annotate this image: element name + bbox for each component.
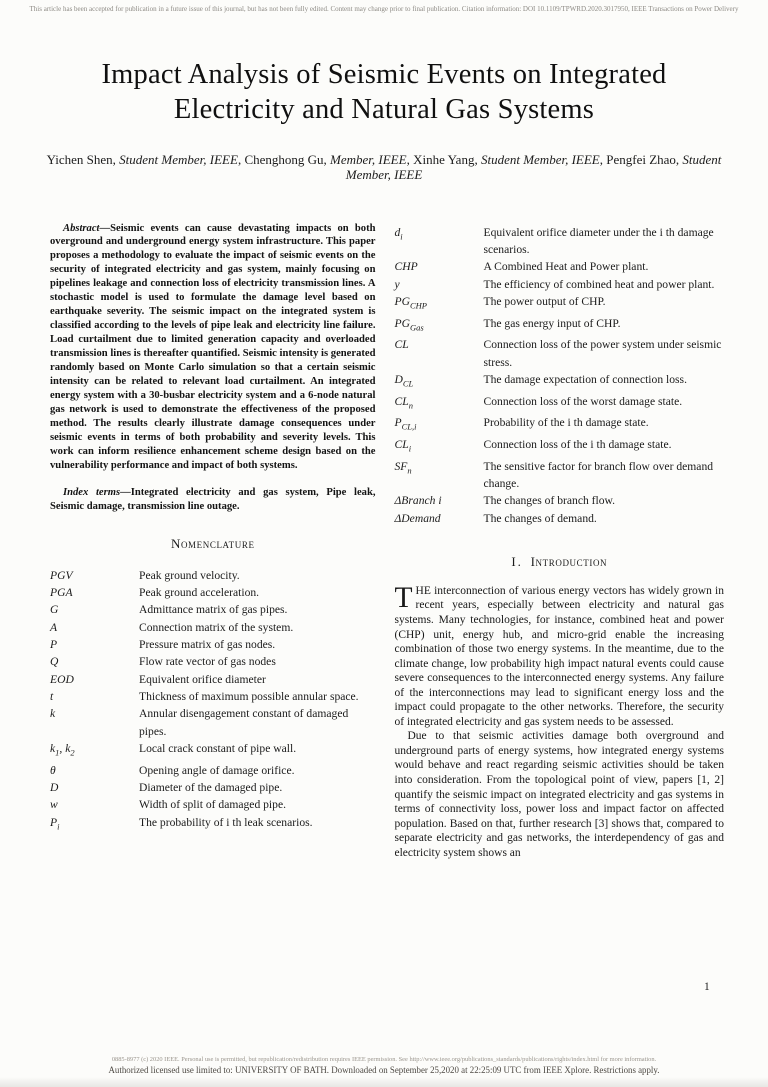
- nomenclature-row: [395, 393, 725, 415]
- nomenclature-definition: Width of split of damaged pipe.: [139, 798, 286, 812]
- right-column: [395, 222, 725, 861]
- two-column-body: [0, 222, 768, 861]
- author-line: Yichen Shen, Student Member, IEEE, Chenghong Gu, Member, IEEE, Xinhe Yang, Student Member, IEEE, Pengfei Zhao, Student Member, IEEE: [46, 151, 722, 182]
- nomenclature-symbol: Q: [50, 655, 59, 669]
- nomenclature-symbol: PGV: [50, 568, 73, 582]
- nomenclature-row: [50, 796, 376, 813]
- nomenclature-row: [50, 688, 376, 705]
- author-role: Student Member, IEEE: [345, 151, 722, 182]
- nomenclature-definition: Diameter of the damaged pipe.: [139, 781, 283, 794]
- nomenclature-definition: The efficiency of combined heat and power plant.: [483, 277, 715, 291]
- nomenclature-row: [50, 567, 376, 584]
- nomenclature-definition: The sensitive factor for branch flow over demand change.: [483, 459, 714, 490]
- nomenclature-definition: The power output of CHP.: [483, 294, 606, 308]
- author-name: Pengfei Zhao: [606, 151, 676, 167]
- nomenclature-row: [395, 436, 725, 458]
- author-name: Chenghong Gu: [244, 151, 324, 167]
- author-role: Student Member, IEEE: [480, 151, 600, 167]
- nomenclature-definition: Peak ground velocity.: [139, 568, 240, 582]
- nomenclature-definition: The damage expectation of connection loss.: [483, 372, 687, 386]
- nomenclature-definition: The changes of demand.: [483, 511, 597, 525]
- nomenclature-list-left: [50, 567, 376, 836]
- nomenclature-definition: Connection loss of the i th damage state.: [483, 437, 672, 451]
- section-heading-introduction: [395, 554, 725, 570]
- nomenclature-row: [395, 276, 725, 293]
- section-number: I.: [511, 553, 523, 569]
- nomenclature-symbol: P: [50, 637, 58, 651]
- nomenclature-row: [395, 336, 725, 371]
- nomenclature-definition: The changes of branch flow.: [483, 494, 616, 508]
- nomenclature-symbol: CL: [394, 338, 409, 352]
- nomenclature-row: [50, 584, 376, 601]
- nomenclature-row: [395, 258, 725, 275]
- nomenclature-row: [50, 740, 376, 762]
- nomenclature-symbol: $PG_{Gas}$: [394, 316, 424, 332]
- author-name: Xinhe Yang: [413, 151, 475, 167]
- nomenclature-definition: Local crack constant of pipe wall.: [139, 742, 297, 755]
- nomenclature-row: [50, 636, 376, 653]
- nomenclature-definition: Flow rate vector of gas nodes: [139, 655, 276, 669]
- nomenclature-definition: Peak ground acceleration.: [139, 585, 260, 599]
- author-role: Student Member, IEEE: [119, 151, 238, 167]
- nomenclature-row: [395, 458, 725, 493]
- index-terms-dash: —: [120, 486, 131, 498]
- nomenclature-definition: The probability of i th leak scenarios.: [139, 815, 313, 829]
- drop-cap: T: [394, 581, 413, 614]
- index-terms-label: Index terms: [63, 486, 121, 498]
- nomenclature-symbol: $k_1$, $k_2$: [50, 742, 75, 758]
- index-terms-paragraph: [50, 486, 376, 514]
- license-notice: Authorized licensed use limited to: UNIVERSITY OF BATH. Downloaded on September 25,2020 at 22:25:09 UTC from IEEE Xplore. Restrictions apply.: [108, 1065, 660, 1075]
- nomenclature-symbol: t: [50, 689, 54, 703]
- left-column: [50, 222, 376, 836]
- copyright-notice: 0885-8977 (c) 2020 IEEE. Personal use is permitted, but republication/redistribution requires IEEE permission. See http://www.ieee.org/publications_standards/publications/rights/index.html for more information.: [111, 1056, 657, 1063]
- author-name: Yichen Shen: [46, 151, 113, 167]
- nomenclature-symbol: w: [50, 798, 58, 812]
- nomenclature-definition: Pressure matrix of gas nodes.: [139, 637, 276, 651]
- nomenclature-row: [395, 293, 725, 315]
- nomenclature-definition: Admittance matrix of gas pipes.: [139, 603, 288, 617]
- nomenclature-symbol: θ: [50, 763, 56, 777]
- nomenclature-definition: Connection loss of the power system under seismic stress.: [483, 338, 722, 369]
- nomenclature-definition: Equivalent orifice diameter: [139, 672, 266, 686]
- nomenclature-row: [395, 510, 725, 527]
- nomenclature-list-right: [395, 224, 725, 527]
- nomenclature-row: [395, 315, 725, 337]
- nomenclature-symbol: G: [50, 603, 59, 617]
- nomenclature-definition: A Combined Heat and Power plant.: [483, 260, 649, 274]
- nomenclature-definition: Thickness of maximum possible annular space.: [139, 689, 359, 703]
- nomenclature-row: [395, 414, 725, 436]
- abstract-label: Abstract: [63, 222, 100, 234]
- introduction-paragraph-2: Due to that seismic activities damage both overground and underground parts of energy systems, how integrated energy systems would behave and react regarding seismic activities should be taken into consideration. From the topological point of view, papers [1, 2] quantify the seismic impact on integrated electricity and gas systems in terms of connectivity loss, power loss and impact factor on affected population. Based on that, further research [3] shows that, compared to separate electricity and gas networks, the interdependency of gas and electricity system shows an: [394, 730, 724, 859]
- nomenclature-symbol: $SF_n$: [394, 459, 412, 475]
- nomenclature-symbol: $PG_{CHP}$: [394, 294, 427, 311]
- nomenclature-row: [50, 814, 376, 836]
- nomenclature-row: [50, 653, 376, 670]
- nomenclature-symbol: A: [50, 620, 58, 634]
- nomenclature-symbol: ΔDemand: [394, 511, 441, 525]
- nomenclature-symbol: $CL_n$: [394, 394, 413, 410]
- nomenclature-symbol: ΔBranch i: [394, 494, 442, 508]
- nomenclature-definition: The gas energy input of CHP.: [483, 316, 621, 330]
- introduction-paragraph-1-text: HE interconnection of various energy vectors has widely grown in recent years, especially between electricity and natural gas systems. Many technologies, for instance, combined heat and power (CHP) unit, energy hub, and micro-grid enable the increasing combination of those two energy systems. In the meantime, due to the climate change, low probability high impact natural events could cause severe consequences to the interconnected energy systems. Any failure of the interconnections may lead to significant energy loss and the impact could propagate to the other networks. Therefore, the security of integrated electricity and gas system needs to be assessed.: [394, 584, 724, 728]
- nomenclature-symbol: $d_i$: [394, 225, 403, 241]
- abstract-text: Seismic events can cause devastating impacts on both overground and underground energy system infrastructure. This paper proposes a methodology to evaluate the impact of seismic events on the security of integrated electricity and gas system, mainly focusing on pipelines leakage and connection loss of electricity transmission lines. A stochastic model is used to formulate the damage level based on earthquake severity. The seismic impact on the integrated system is classified according to the levels of pipe leak and electricity line failure. Load curtailment due to limited generation capacity and overloaded transmission lines is thereafter quantified. Seismic intensity is generated randomly based on Monte Carlo simulation so that a certain seismic intensity can be related to relevant load curtailment. An integrated energy system with a 30-busbar electricity system and a 6-node natural gas network is used to demonstrate the effectiveness of the proposed method. The results clearly illustrate damage consequences under seismic events in terms of both probability and severity levels. This work can inform resilience enhancement scheme design based on the vulnerability performance and impact of both systems.: [50, 222, 376, 471]
- nomenclature-symbol: D: [50, 781, 59, 794]
- nomenclature-row: [395, 224, 725, 259]
- nomenclature-symbol: $D_{CL}$: [394, 372, 414, 389]
- nomenclature-definition: Connection loss of the worst damage state.: [483, 394, 683, 408]
- abstract-paragraph: [50, 222, 376, 473]
- nomenclature-row: [50, 619, 376, 636]
- paper-title: Impact Analysis of Seismic Events on Integrated Electricity and Natural Gas Systems: [101, 58, 667, 125]
- nomenclature-row: [395, 371, 725, 393]
- nomenclature-symbol: EOD: [50, 672, 74, 686]
- nomenclature-symbol: y: [394, 277, 400, 291]
- nomenclature-symbol: $CL_i$: [394, 437, 412, 454]
- section-title: Introduction: [530, 553, 608, 569]
- index-terms-text: Integrated electricity and gas system, Pipe leak, Seismic damage, transmission line outage.: [50, 486, 376, 512]
- introduction-paragraph-1: [394, 581, 725, 729]
- nomenclature-symbol: PGA: [50, 585, 73, 599]
- nomenclature-definition: Annular disengagement constant of damaged pipes.: [139, 707, 349, 738]
- nomenclature-row: [395, 492, 725, 509]
- nomenclature-symbol: $P_{CL,i}$: [394, 416, 417, 432]
- author-role: Member, IEEE: [330, 151, 407, 167]
- acceptance-notice: This article has been accepted for publication in a future issue of this journal, but has not been fully edited. Content may change prior to final publication. Citation information: DOI 10.1109/TPWRD.2020.3017950, IEEE Transactions on Power Delivery: [29, 5, 739, 13]
- nomenclature-definition: Opening angle of damage orifice.: [139, 763, 295, 777]
- nomenclature-row: [50, 671, 376, 688]
- nomenclature-row: [50, 779, 376, 796]
- abstract-dash: —: [99, 222, 111, 234]
- nomenclature-symbol: $P_i$: [50, 815, 60, 831]
- page-number: 1: [704, 981, 710, 993]
- nomenclature-heading: Nomenclature: [170, 535, 255, 551]
- nomenclature-definition: Probability of the i th damage state.: [483, 416, 649, 430]
- nomenclature-row: [50, 601, 376, 618]
- nomenclature-row: [50, 705, 376, 740]
- nomenclature-symbol: CHP: [394, 260, 418, 274]
- nomenclature-definition: Connection matrix of the system.: [139, 620, 294, 634]
- nomenclature-symbol: k: [50, 707, 56, 721]
- nomenclature-row: [50, 762, 376, 779]
- nomenclature-definition: Equivalent orifice diameter under the i th damage scenarios.: [483, 225, 714, 256]
